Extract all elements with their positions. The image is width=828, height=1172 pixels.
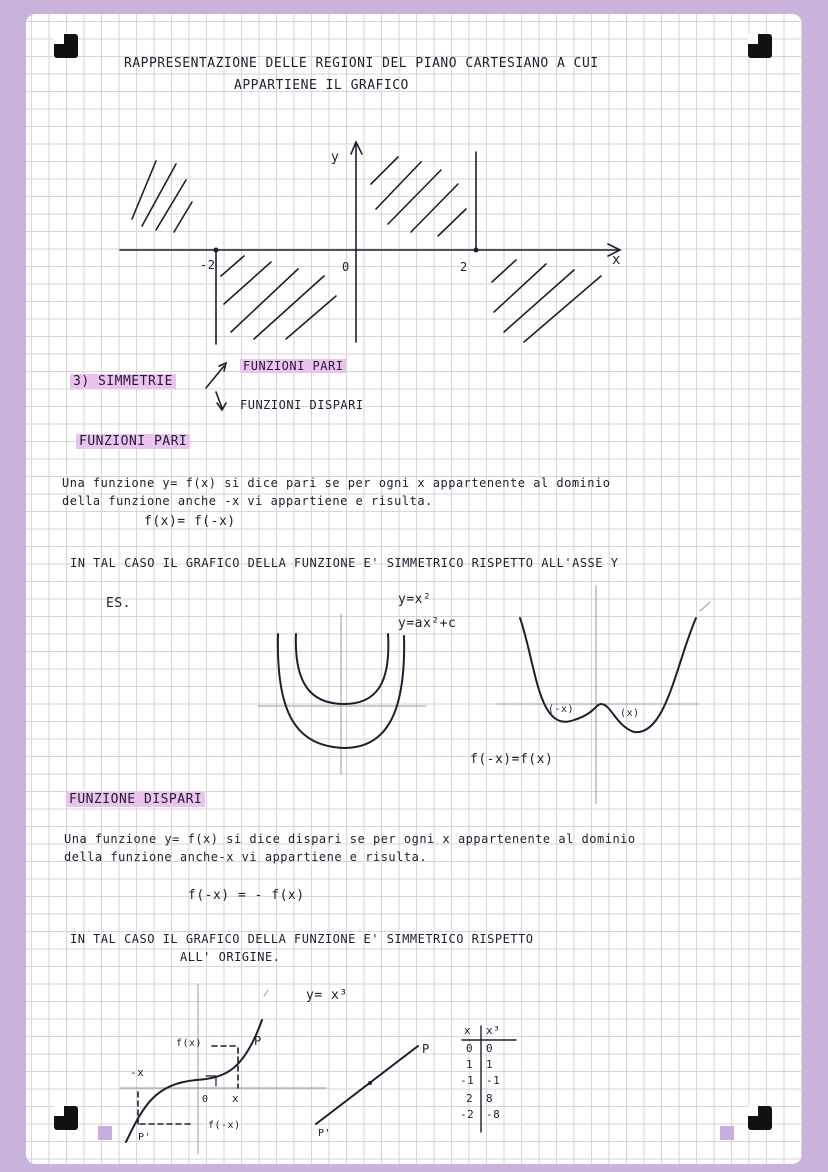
cubic-label-x: x bbox=[232, 1092, 240, 1105]
equation-ax-squared-c: y=ax²+c bbox=[398, 616, 457, 631]
heading-funzioni-pari: FUNZIONI PARI bbox=[76, 434, 190, 449]
equation-x-cubed: y= x³ bbox=[306, 988, 348, 1003]
odd-definition-line2: della funzione anche-x vi appartiene e risulta. bbox=[64, 850, 428, 864]
even-definition-line1: Una funzione y= f(x) si dice pari se per ogni x appartenente al dominio bbox=[62, 476, 611, 490]
region-graph bbox=[120, 142, 620, 344]
branch-funzioni-pari: FUNZIONI PARI bbox=[240, 359, 346, 373]
odd-function-line bbox=[316, 1046, 418, 1124]
cubic-label-zero: 0 bbox=[202, 1094, 209, 1105]
odd-formula: f(-x) = - f(x) bbox=[188, 888, 305, 903]
graph-y-axis-label: y bbox=[331, 150, 340, 165]
line-label-P: P bbox=[422, 1042, 430, 1056]
even-symmetry-statement: IN TAL CASO IL GRAFICO DELLA FUNZIONE E' SIMMETRICO RISPETTO ALL'ASSE Y bbox=[70, 556, 619, 570]
even-function-w-shape bbox=[496, 586, 710, 804]
cubic-label-fnegx: f(-x) bbox=[208, 1120, 241, 1131]
cubic-label-Pprime: P' bbox=[138, 1132, 152, 1143]
table-header-x3: x³ bbox=[486, 1024, 501, 1037]
label-neg-x: (-x) bbox=[548, 704, 575, 715]
cubic-label-negx: -x bbox=[130, 1066, 145, 1079]
graph-tick-pos2: 2 bbox=[460, 260, 468, 274]
cubic-label-fx: f(x) bbox=[176, 1038, 203, 1049]
even-relation: f(-x)=f(x) bbox=[470, 752, 554, 767]
odd-definition-line1: Una funzione y= f(x) si dice dispari se per ogni x appartenente al dominio bbox=[64, 832, 636, 846]
heading-funzione-dispari: FUNZIONE DISPARI bbox=[66, 792, 205, 807]
equation-x-squared: y=x² bbox=[398, 592, 432, 607]
table-header-x: x bbox=[464, 1024, 472, 1037]
example-label: ES. bbox=[106, 596, 131, 611]
odd-symmetry-line1: IN TAL CASO IL GRAFICO DELLA FUNZIONE E' SIMMETRICO RISPETTO bbox=[70, 932, 534, 946]
graph-tick-zero: 0 bbox=[342, 260, 350, 274]
page-title-line2: APPARTIENE IL GRAFICO bbox=[234, 78, 409, 93]
branch-funzioni-dispari: FUNZIONI DISPARI bbox=[240, 398, 364, 412]
label-x: (x) bbox=[620, 708, 640, 719]
even-formula: f(x)= f(-x) bbox=[144, 514, 236, 529]
line-label-Pprime: P' bbox=[318, 1128, 332, 1139]
graph-tick-neg2: -2 bbox=[200, 258, 216, 272]
graph-x-axis-label: x bbox=[612, 252, 621, 268]
cubic-label-P: P bbox=[254, 1034, 262, 1048]
even-function-parabolas bbox=[258, 614, 426, 774]
section-simmetrie-label: 3) SIMMETRIE bbox=[70, 374, 176, 389]
odd-symmetry-line2: ALL' ORIGINE. bbox=[180, 950, 281, 964]
notebook-page: RAPPRESENTAZIONE DELLE REGIONI DEL PIANO CARTESIANO A CUI APPARTIENE IL GRAFICO y x -2 0 2 3) SIMMETRIE FUNZIONI PARI FUNZIONI DISPARI FUNZIONI PARI Una funzione y= f(x) si dice pari se per ogni x appartenente al dominio della funzione anche -x vi appartiene e risulta. f(x)= f(-x) IN TAL CASO IL GRAFICO DELLA FUNZIONE E' SIMMETRICO RISPETTO ALL'ASSE Y ES. y=x² y=ax²+c (-x) (x) f(-x)=f(x) FUNZIONE DISPARI Una funzione y= f(x) si dice dispari se per ogni x appartenente al dominio della funzione anche-x vi appartiene e risulta. f(-x) = - f(x) IN TAL CASO IL GRAFICO DELLA FUNZIONE E' SIMMETRICO RISPETTO ALL' ORIGINE. y= x³ f(x) P -x 0 x P' f(-x) P P' x x³ 0 0 1 1 -1 -1 2 8 -2 -8 bbox=[26, 14, 802, 1164]
even-definition-line2: della funzione anche -x vi appartiene e risulta. bbox=[62, 494, 433, 508]
hand-drawings bbox=[26, 14, 802, 1164]
page-title-line1: RAPPRESENTAZIONE DELLE REGIONI DEL PIANO CARTESIANO A CUI bbox=[124, 56, 599, 71]
